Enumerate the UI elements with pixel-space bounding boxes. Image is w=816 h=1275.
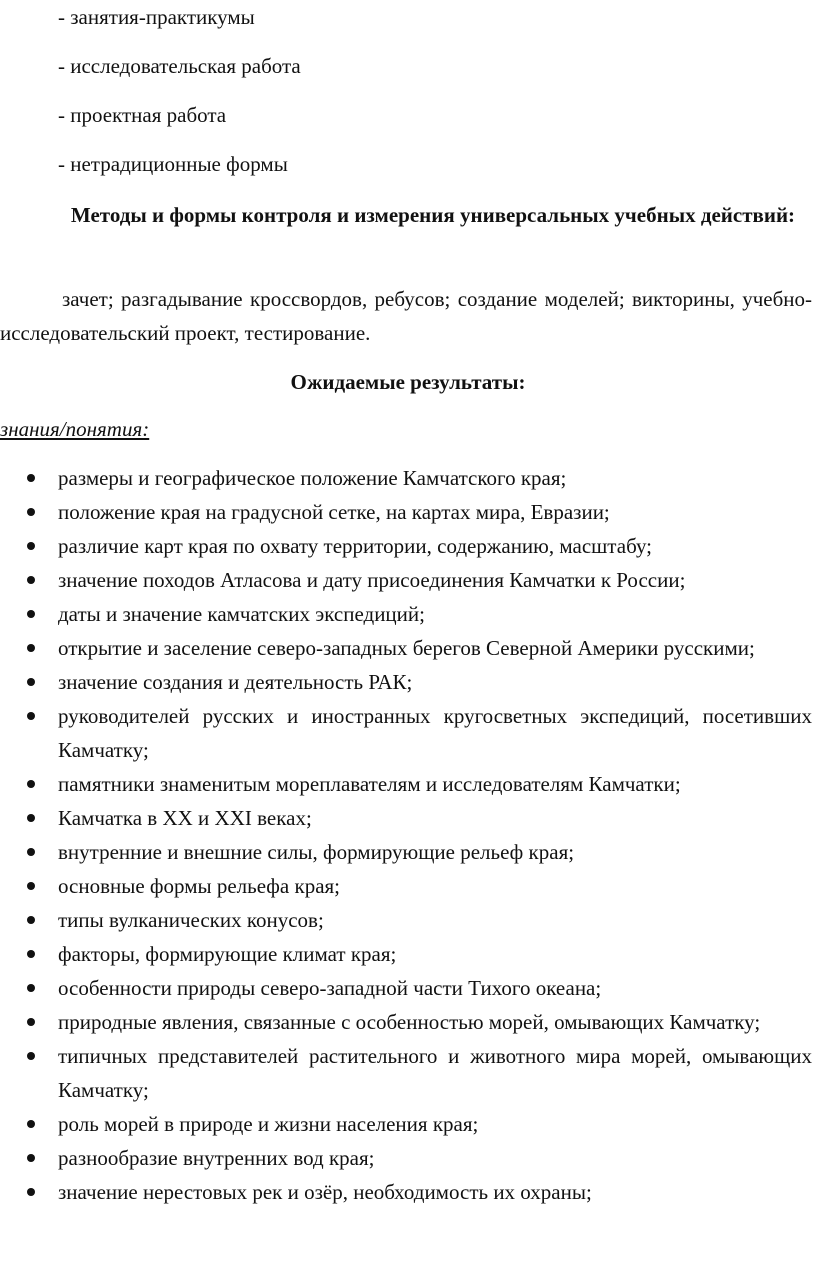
list-item-text: положение края на градусной сетке, на картах мира, Евразии; — [58, 500, 610, 524]
list-item-text: типы вулканических конусов; — [58, 908, 324, 932]
bullet-icon — [27, 882, 35, 890]
list-item — [0, 665, 812, 699]
list-item-text: значение походов Атласова и дату присоединения Камчатки к России; — [58, 568, 686, 592]
bullet-icon — [27, 848, 35, 856]
dash-list-item: - нетрадиционные формы — [58, 147, 301, 196]
list-item-text: значение нерестовых рек и озёр, необходимость их охраны; — [58, 1180, 592, 1204]
list-item — [0, 801, 812, 835]
list-item-text: типичных представителей растительного и животного мира морей, омывающих Камчатку; — [58, 1044, 812, 1102]
bullet-icon — [27, 916, 35, 924]
list-item — [0, 1039, 812, 1107]
bullet-icon — [27, 712, 35, 720]
bullet-icon — [27, 542, 35, 550]
list-item — [0, 767, 812, 801]
list-item-text: значение создания и деятельность РАК; — [58, 670, 413, 694]
list-item — [0, 903, 812, 937]
bullet-icon — [27, 1052, 35, 1060]
bullet-icon — [27, 1120, 35, 1128]
bullet-icon — [27, 678, 35, 686]
list-item-text: особенности природы северо-западной части Тихого океана; — [58, 976, 602, 1000]
bullet-icon — [27, 1188, 35, 1196]
bullet-icon — [27, 984, 35, 992]
list-item-text: основные формы рельефа края; — [58, 874, 341, 898]
list-item — [0, 495, 812, 529]
list-item — [0, 937, 812, 971]
bullet-icon — [27, 780, 35, 788]
list-item — [0, 1141, 812, 1175]
dash-list-item: - проектная работа — [58, 98, 301, 147]
knowledge-label: знания/понятия: — [0, 417, 150, 441]
list-item-text: размеры и географическое положение Камчатского края; — [58, 466, 567, 490]
list-item — [0, 1175, 812, 1209]
list-item-text: факторы, формирующие климат края; — [58, 942, 397, 966]
list-item-text: памятники знаменитым мореплавателям и исследователям Камчатки; — [58, 772, 681, 796]
dash-list-item: - занятия-практикумы — [58, 0, 301, 49]
knowledge-bullet-list — [0, 461, 812, 1209]
list-item-text: руководителей русских и иностранных кругосветных экспедиций, посетивших Камчатку; — [58, 704, 812, 762]
methods-heading: Методы и формы контроля и измерения универсальных учебных действий: — [70, 203, 796, 227]
list-item-text: природные явления, связанные с особенностью морей, омывающих Камчатку; — [58, 1010, 761, 1034]
dash-list-item: - исследовательская работа — [58, 49, 301, 98]
bullet-icon — [27, 1018, 35, 1026]
list-item-text: разнообразие внутренних вод края; — [58, 1146, 375, 1170]
list-item — [0, 461, 812, 495]
list-item-text: различие карт края по охвату территории, содержанию, масштабу; — [58, 534, 653, 558]
list-item — [0, 835, 812, 869]
bullet-icon — [27, 644, 35, 652]
bullet-icon — [27, 576, 35, 584]
forms-dash-list — [58, 0, 301, 196]
list-item — [0, 631, 812, 665]
list-item-text: открытие и заселение северо-западных берегов Северной Америки русскими; — [58, 636, 755, 660]
results-heading: Ожидаемые результаты: — [290, 370, 526, 394]
list-item — [0, 1107, 812, 1141]
list-item — [0, 597, 812, 631]
list-item — [0, 971, 812, 1005]
bullet-icon — [27, 610, 35, 618]
list-item — [0, 869, 812, 903]
list-item-text: даты и значение камчатских экспедиций; — [58, 602, 425, 626]
bullet-icon — [27, 950, 35, 958]
bullet-icon — [27, 508, 35, 516]
methods-paragraph: зачет; разгадывание кроссвордов, ребусов; создание моделей; викторины, учебно-исследовательский проект, тестирование. — [0, 287, 812, 345]
bullet-icon — [27, 814, 35, 822]
list-item-text: внутренние и внешние силы, формирующие рельеф края; — [58, 840, 575, 864]
bullet-icon — [27, 474, 35, 482]
list-item — [0, 1005, 812, 1039]
list-item-text: Камчатка в XX и XXI веках; — [58, 806, 312, 830]
bullet-icon — [27, 1154, 35, 1162]
list-item — [0, 563, 812, 597]
list-item — [0, 699, 812, 767]
list-item — [0, 529, 812, 563]
list-item-text: роль морей в природе и жизни населения края; — [58, 1112, 479, 1136]
